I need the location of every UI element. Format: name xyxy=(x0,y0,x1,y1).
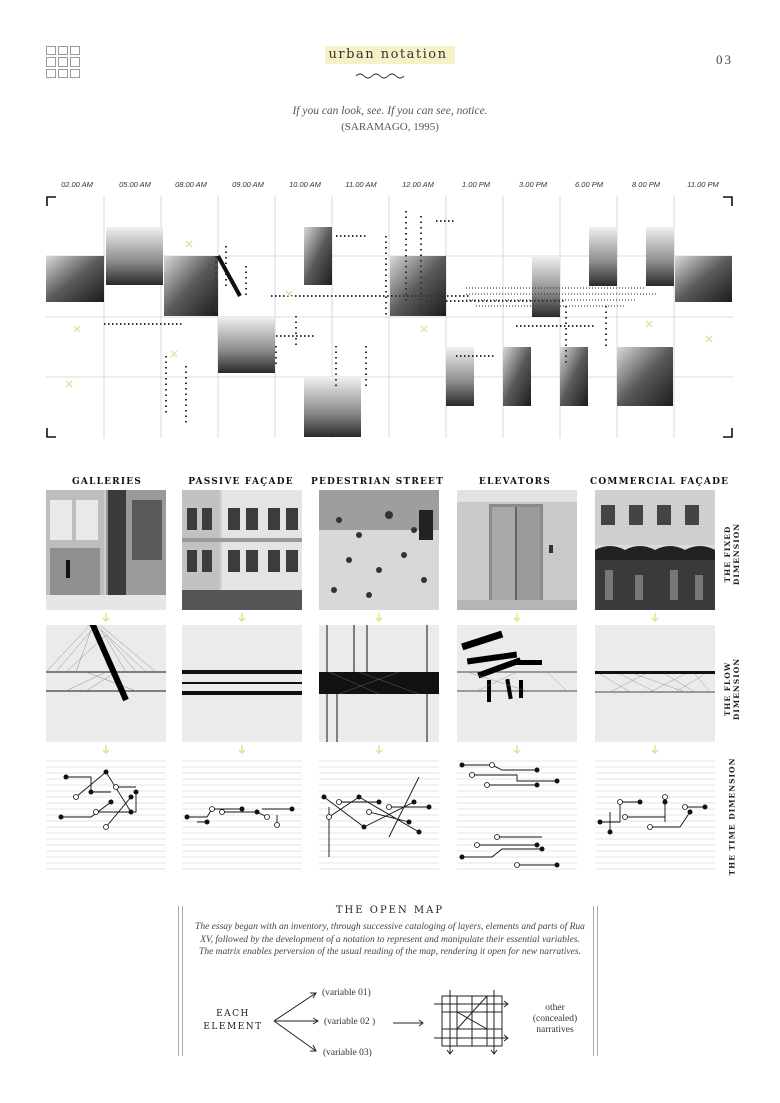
time-pedestrian-street xyxy=(319,757,439,874)
variable-02: (variable 02 ) xyxy=(324,1017,376,1027)
other-line: other xyxy=(545,1003,565,1013)
down-arrow-icon xyxy=(651,745,659,754)
time-label: 11.00 AM xyxy=(345,180,377,189)
column-title-elevators: ELEVATORS xyxy=(478,477,552,487)
time-label: 6.00 PM xyxy=(575,180,603,189)
flow-passive-facade xyxy=(182,625,302,742)
each-element-label xyxy=(196,1008,270,1034)
matrix-icon xyxy=(432,990,514,1056)
time-label: 11.00 PM xyxy=(687,180,719,189)
down-arrow-icon xyxy=(102,613,110,622)
time-label: 08.00 AM xyxy=(175,180,207,189)
label-fixed-dimension: THE FIXED DIMENSION xyxy=(723,522,741,586)
flow-pedestrian-street xyxy=(319,625,439,742)
label-flow-dimension: THE FLOW DIMENSION xyxy=(723,657,741,721)
time-label: 10.00 AM xyxy=(289,180,321,189)
quote-source: (SARAMAGO, 1995) xyxy=(341,121,439,133)
squiggle-divider xyxy=(355,72,407,80)
time-label: 09.00 AM xyxy=(232,180,264,189)
timeline-map xyxy=(46,196,733,438)
photo-commercial-facade xyxy=(595,490,715,610)
column-title-pedestrian-street: PEDESTRIAN STREET xyxy=(311,477,445,487)
logo-grid-icon xyxy=(46,46,80,78)
quote-text: If you can look, see. If you can see, notice. xyxy=(292,105,488,117)
down-arrow-icon xyxy=(238,613,246,622)
concealed-line: (concealed) xyxy=(532,1014,578,1024)
flow-galleries xyxy=(46,625,166,742)
down-arrow-icon xyxy=(375,613,383,622)
photo-galleries xyxy=(46,490,166,610)
down-arrow-icon xyxy=(102,745,110,754)
time-label: 1.00 PM xyxy=(462,180,490,189)
element-line: ELEMENT xyxy=(203,1022,263,1032)
page-title-wrap xyxy=(300,45,480,64)
open-map-text: The essay began with an inventory, through successive cataloging of layers, elements and parts of Rua XV, followed by the development of a notation to represent and manipulate their essential variables. The matrix enables perversion of the usual reading of the map, rendering it open for new narratives. xyxy=(195,922,585,957)
photo-passive-facade xyxy=(182,490,302,610)
time-elevators xyxy=(457,757,577,874)
each-line: EACH xyxy=(216,1009,250,1019)
label-time-dimension: THE TIME DIMENSION xyxy=(727,757,737,876)
time-label: 02.00 AM xyxy=(61,180,93,189)
down-arrow-icon xyxy=(375,745,383,754)
time-galleries xyxy=(46,757,166,874)
page-number: 03 xyxy=(716,52,733,67)
right-arrow-icon xyxy=(393,1019,425,1027)
down-arrow-icon xyxy=(238,745,246,754)
variable-03: (variable 03) xyxy=(323,1048,372,1058)
narratives-line: narratives xyxy=(536,1025,574,1035)
photo-elevators xyxy=(457,490,577,610)
down-arrow-icon xyxy=(513,745,521,754)
down-arrow-icon xyxy=(513,613,521,622)
time-commercial-facade xyxy=(595,757,715,874)
branch-arrows-icon xyxy=(272,985,322,1057)
time-label: 05.00 AM xyxy=(119,180,151,189)
open-map-title: THE OPEN MAP xyxy=(335,905,445,916)
time-labels xyxy=(48,180,734,194)
flow-elevators xyxy=(457,625,577,742)
photo-pedestrian-street xyxy=(319,490,439,610)
time-label: 12.00 AM xyxy=(402,180,434,189)
column-title-galleries: GALLERIES xyxy=(71,477,143,487)
flow-commercial-facade xyxy=(595,625,715,742)
page-title: urban notation xyxy=(325,46,456,64)
time-passive-facade xyxy=(182,757,302,874)
down-arrow-icon xyxy=(651,613,659,622)
column-title-commercial-facade: COMMERCIAL FAÇADE xyxy=(590,477,730,487)
timeline-grid xyxy=(46,196,733,438)
other-narratives-label xyxy=(520,1003,590,1036)
column-title-passive-facade: PASSIVE FAÇADE xyxy=(188,477,294,487)
time-label: 8.00 PM xyxy=(632,180,660,189)
variable-01: (variable 01) xyxy=(322,988,371,998)
time-label: 3.00 PM xyxy=(519,180,547,189)
